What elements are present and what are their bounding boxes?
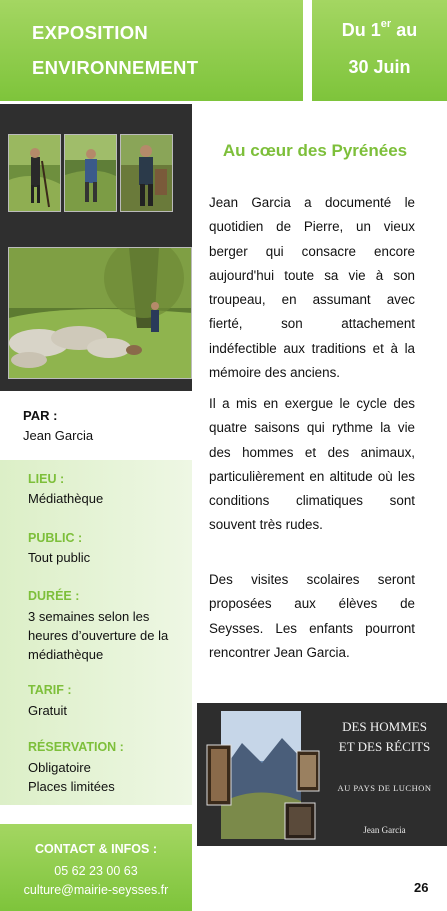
author-name: Jean Garcia: [23, 428, 94, 443]
public-label: PUBLIC :: [28, 531, 83, 545]
reservation-label: RÉSERVATION :: [28, 740, 124, 754]
photo-shepherd-3: [120, 134, 173, 212]
photo-flock-sheep: [8, 247, 192, 379]
book-title-line1: DES HOMMES: [342, 719, 427, 734]
page-number: 26: [414, 880, 429, 895]
photo-shepherd-2: [64, 134, 117, 212]
header-title-line1: EXPOSITION: [32, 22, 149, 43]
reservation-value-1: Obligatoire: [28, 760, 91, 775]
contact-email[interactable]: culture@mairie-seysses.fr: [23, 883, 169, 897]
public-value: Tout public: [28, 550, 91, 565]
header-date-line1: [312, 20, 447, 41]
lieu-value: Médiathèque: [28, 491, 104, 506]
book-subtitle: AU PAYS DE LUCHON: [337, 783, 432, 793]
duree-label: DURÉE :: [28, 589, 80, 603]
contact-block: [0, 824, 192, 911]
book-title-line2: ET DES RÉCITS: [338, 739, 431, 754]
reservation-value-2: Places limitées: [28, 779, 115, 794]
book-author: Jean Garcia: [363, 825, 406, 835]
header-date-line2: 30 Juin: [348, 57, 411, 77]
author-label: PAR :: [23, 408, 58, 423]
book-cover-collage: [197, 703, 322, 846]
book-cover: [197, 703, 447, 846]
date-mid: au: [391, 20, 418, 40]
tarif-label: TARIF :: [28, 683, 72, 697]
info-panel: [0, 460, 192, 805]
photo-panel: [0, 104, 192, 391]
contact-phone[interactable]: 05 62 23 00 63: [54, 864, 138, 878]
photo-shepherd-1: [8, 134, 61, 212]
article-paragraph-2: Il a mis en exergue le cycle des quatre saisons qui rythme la vie des hommes et des animaux, particulièrement en altitude où les conditions climatiques sont souvent très rudes.: [209, 396, 415, 533]
contact-label: CONTACT & INFOS :: [35, 842, 157, 856]
tarif-value: Gratuit: [28, 703, 68, 718]
author-block: [23, 406, 93, 446]
article-paragraph-1: Jean Garcia a documenté le quotidien de Pierre, un vieux berger qui consacre encore aujourd'hui toute sa vie à son troupeau, en assumant avec fierté, son attachement indéfectible aux traditions et à la mémoire des anciens.: [209, 195, 415, 381]
date-prefix: Du 1: [341, 20, 381, 40]
duree-value: 3 semaines selon les heures d’ouverture de la médiathèque: [28, 609, 169, 662]
lieu-label: LIEU :: [28, 472, 65, 486]
date-sup: er: [380, 18, 392, 30]
article-paragraph-3: Des visites scolaires seront proposées aux élèves de Seysses. Les enfants pourront rencontrer Jean Garcia.: [209, 572, 415, 660]
article-title: Au cœur des Pyrénées: [222, 141, 408, 160]
header-date-banner: [312, 0, 447, 101]
header-title-banner: [0, 0, 303, 101]
header-title-line2: ENVIRONNEMENT: [32, 57, 199, 78]
